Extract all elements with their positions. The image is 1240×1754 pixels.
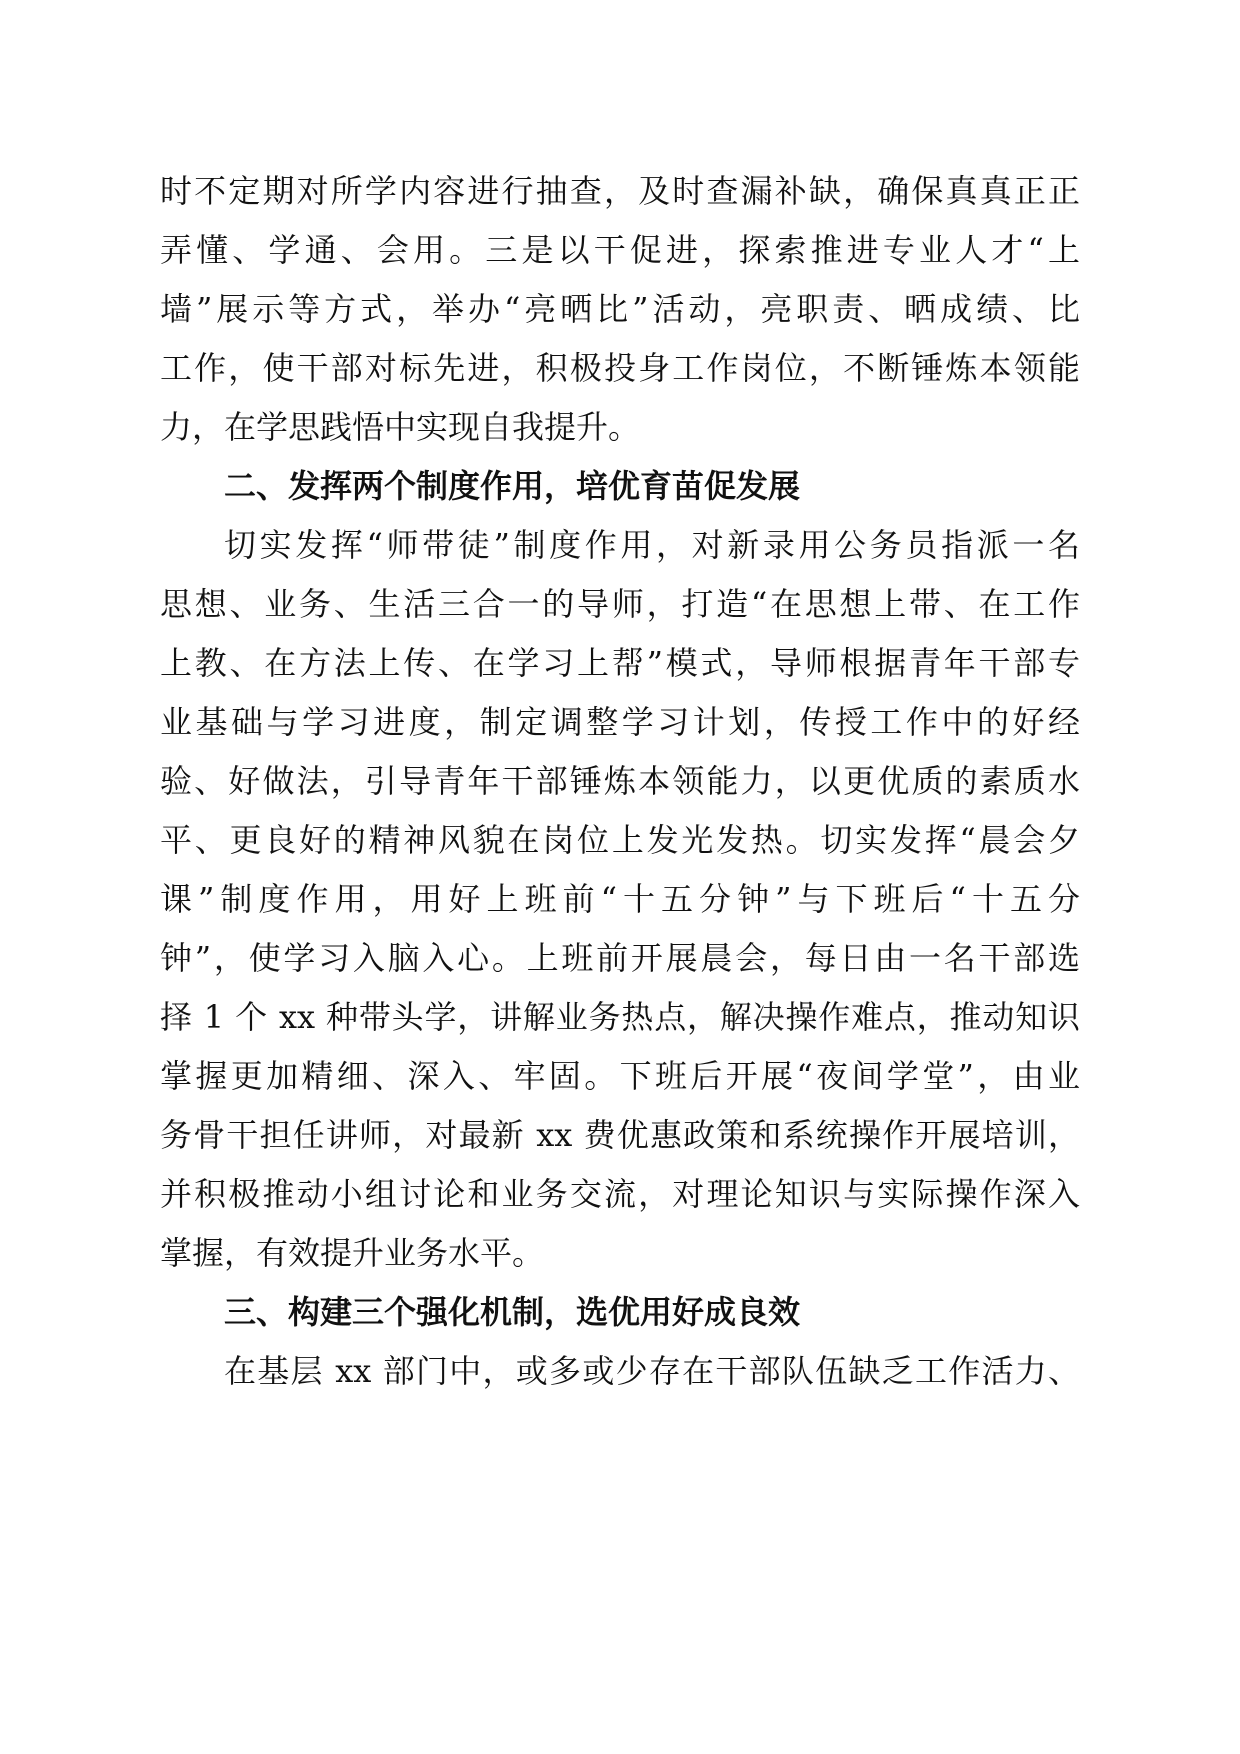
text-line: 验、好做法，引导青年干部锤炼本领能力，以更优质的素质水 — [160, 762, 1080, 800]
text-line: 在基层 xx 部门中，或多或少存在干部队伍缺乏工作活力、 — [224, 1352, 1080, 1390]
text-line: 墙”展示等方式，举办“亮晒比”活动，亮职责、晒成绩、比 — [160, 290, 1080, 328]
text-line: 工作，使干部对标先进，积极投身工作岗位，不断锤炼本领能 — [160, 349, 1080, 387]
text-line: 钟”，使学习入脑入心。上班前开展晨会，每日由一名干部选 — [160, 939, 1080, 977]
text-line: 时不定期对所学内容进行抽查，及时查漏补缺，确保真真正正 — [160, 172, 1080, 210]
text-line: 平、更良好的精神风貌在岗位上发光发热。切实发挥“晨会夕 — [160, 821, 1080, 859]
text-line: 切实发挥“师带徒”制度作用，对新录用公务员指派一名 — [224, 526, 1080, 564]
text-line: 择 1 个 xx 种带头学，讲解业务热点，解决操作难点，推动知识 — [160, 998, 1080, 1036]
text-line: 课”制度作用，用好上班前“十五分钟”与下班后“十五分 — [160, 880, 1080, 918]
section-heading: 二、发挥两个制度作用，培优育苗促发展 — [224, 467, 801, 505]
text-line: 并积极推动小组讨论和业务交流，对理论知识与实际操作深入 — [160, 1175, 1080, 1213]
text-line: 掌握，有效提升业务水平。 — [160, 1234, 545, 1272]
section-heading: 三、构建三个强化机制，选优用好成良效 — [224, 1293, 801, 1331]
text-line: 掌握更加精细、深入、牢固。下班后开展“夜间学堂”，由业 — [160, 1057, 1080, 1095]
text-line: 力，在学思践悟中实现自我提升。 — [160, 408, 641, 446]
text-line: 业基础与学习进度，制定调整学习计划，传授工作中的好经 — [160, 703, 1080, 741]
text-line: 思想、业务、生活三合一的导师，打造“在思想上带、在工作 — [160, 585, 1080, 623]
text-line: 务骨干担任讲师，对最新 xx 费优惠政策和系统操作开展培训， — [160, 1116, 1080, 1154]
text-line: 弄懂、学通、会用。三是以干促进，探索推进专业人才“上 — [160, 231, 1080, 269]
text-line: 上教、在方法上传、在学习上帮”模式，导师根据青年干部专 — [160, 644, 1080, 682]
